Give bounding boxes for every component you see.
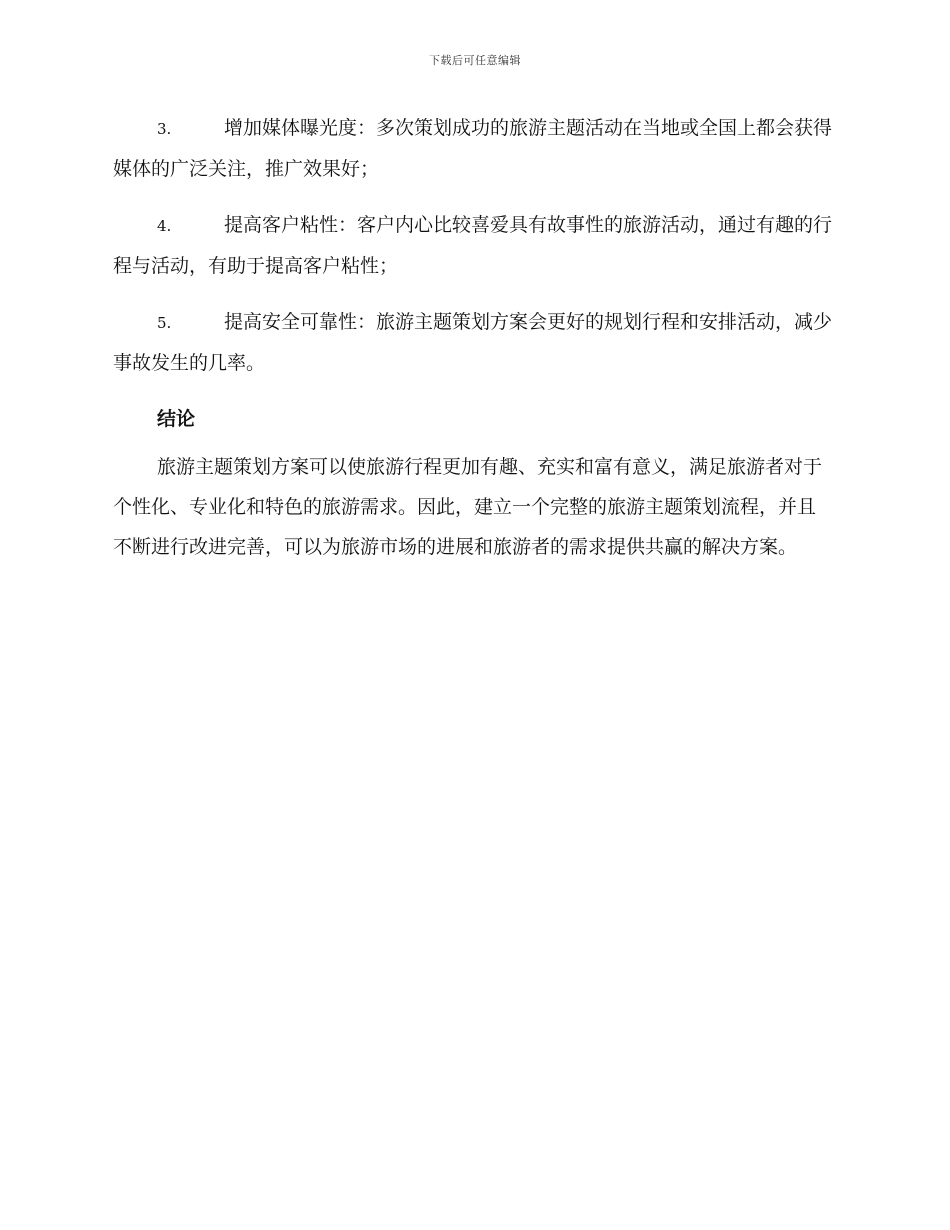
conclusion-paragraph: 旅游主题策划方案可以使旅游行程更加有趣、充实和富有意义，满足旅游者对于个性化、专业化和特色的旅游需求。因此，建立一个完整的旅游主题策划流程，并且不断进行改进完善，可以为旅游市场的进展和旅游者的需求提供共赢的解决方案。 (113, 456, 823, 558)
list-item-text: 提高客户粘性：客户内心比较喜爱具有故事性的旅游活动，通过有趣的行程与活动，有助于提高客户粘性； (113, 214, 833, 277)
list-item-number: 3. (157, 120, 172, 138)
list-item-text: 提高安全可靠性：旅游主题策划方案会更好的规划行程和安排活动，减少事故发生的几率。 (113, 311, 833, 374)
conclusion-heading: 结论 (157, 408, 196, 430)
document-body (113, 108, 833, 567)
list-item-text: 增加媒体曝光度：多次策划成功的旅游主题活动在当地或全国上都会获得媒体的广泛关注，推广效果好； (113, 117, 833, 180)
list-item (113, 205, 833, 286)
page-header: 下载后可任意编辑 (429, 54, 521, 67)
list-item-number: 4. (157, 217, 172, 235)
list-item (113, 302, 833, 383)
list-item (113, 108, 833, 189)
list-item-number: 5. (157, 314, 172, 332)
